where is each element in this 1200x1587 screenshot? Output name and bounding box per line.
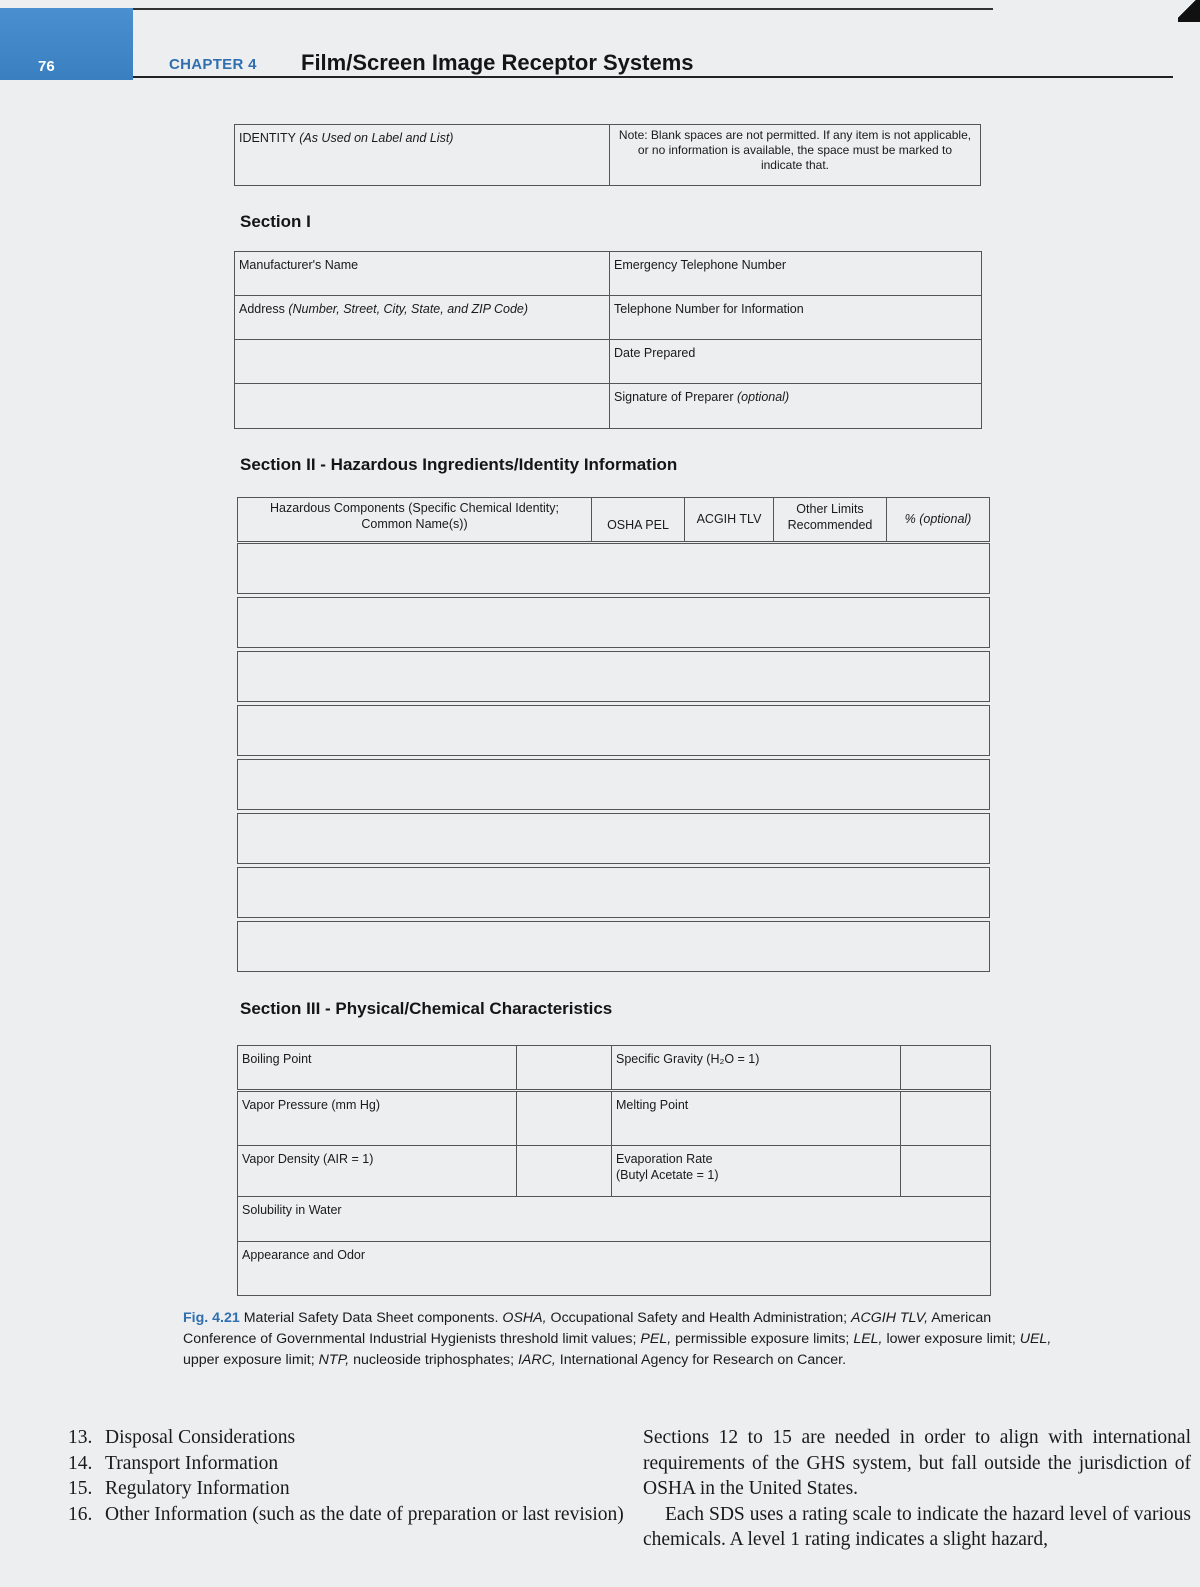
figure-label: Fig. 4.21 xyxy=(183,1310,240,1326)
specific-gravity-field: Specific Gravity (H₂O = 1) xyxy=(611,1045,901,1090)
identity-field: IDENTITY (As Used on Label and List) xyxy=(234,124,610,186)
hazard-row xyxy=(237,705,990,756)
body-paragraph: Each SDS uses a rating scale to indicate the hazard level of various chemicals. A level 1 rating indicates a slight hazard, xyxy=(643,1503,1191,1550)
list-item: 16. Other Information (such as the date of preparation or last revision) xyxy=(68,1503,624,1525)
col-acgih-tlv: ACGIH TLV xyxy=(684,497,774,542)
hazard-row xyxy=(237,543,990,594)
body-text xyxy=(643,1425,1191,1553)
vapor-density-field: Vapor Density (AIR = 1) xyxy=(237,1145,517,1197)
melting-point-field: Melting Point xyxy=(611,1091,901,1146)
address-line-2 xyxy=(234,339,610,384)
emergency-phone-field: Emergency Telephone Number xyxy=(609,251,982,296)
hazard-row xyxy=(237,651,990,702)
manufacturer-name-field: Manufacturer's Name xyxy=(234,251,610,296)
specific-gravity-value xyxy=(900,1045,991,1090)
vapor-density-value xyxy=(516,1145,612,1197)
appearance-odor-field: Appearance and Odor xyxy=(237,1241,991,1296)
col-hazardous-components: Hazardous Components (Specific Chemical Identity; Common Name(s)) xyxy=(237,497,592,542)
list-item: 15. Regulatory Information xyxy=(68,1478,290,1499)
header-rule xyxy=(133,76,1173,78)
sds-section-list xyxy=(68,1425,628,1527)
address-line-3 xyxy=(234,383,610,429)
vapor-pressure-value xyxy=(516,1091,612,1146)
figure-caption: Fig. 4.21 Material Safety Data Sheet components. OSHA, Occupational Safety and Health Administration; ACGIH TLV, American Conference of Governmental Industrial Hygienists threshold limit values; PEL, permissible exposure limits; LEL, lower exposure limit; UEL, upper exposure limit; NTP, nucleoside triphosphates; IARC, International Agency for Research on Cancer. xyxy=(183,1310,1052,1368)
vapor-pressure-field: Vapor Pressure (mm Hg) xyxy=(237,1091,517,1146)
col-osha-pel: OSHA PEL xyxy=(591,497,685,542)
hazard-row xyxy=(237,921,990,972)
melting-point-value xyxy=(900,1091,991,1146)
section-1-title: Section I xyxy=(240,212,311,231)
page-number: 76 xyxy=(38,58,55,75)
address-field: Address (Number, Street, City, State, and ZIP Code) xyxy=(234,295,610,340)
body-paragraph: Sections 12 to 15 are needed in order to align with international requirements of the GHS system, but fall outside the jurisdiction of OSHA in the United States. xyxy=(643,1427,1191,1499)
date-prepared-field: Date Prepared xyxy=(609,339,982,384)
section-2-title: Section II - Hazardous Ingredients/Identity Information xyxy=(240,455,678,474)
col-percent: % (optional) xyxy=(886,497,990,542)
evaporation-rate-field: Evaporation Rate (Butyl Acetate = 1) xyxy=(611,1145,901,1197)
evaporation-rate-value xyxy=(900,1145,991,1197)
solubility-field: Solubility in Water xyxy=(237,1196,991,1242)
hazard-row xyxy=(237,813,990,864)
boiling-point-field: Boiling Point xyxy=(237,1045,517,1090)
chapter-title: Film/Screen Image Receptor Systems xyxy=(301,50,694,75)
info-phone-field: Telephone Number for Information xyxy=(609,295,982,340)
hazard-row xyxy=(237,867,990,918)
list-item: 14. Transport Information xyxy=(68,1452,279,1474)
signature-field: Signature of Preparer (optional) xyxy=(609,383,982,429)
hazard-row xyxy=(237,759,990,810)
corner-mark xyxy=(1178,0,1200,22)
top-rule xyxy=(133,8,993,10)
hazard-row xyxy=(237,597,990,648)
blank-space-note: Note: Blank spaces are not permitted. If any item is not applicable, or no information is available, the space must be marked to indicate that. xyxy=(609,124,981,186)
page-number-tab xyxy=(0,8,133,80)
col-other-limits: Other Limits Recommended xyxy=(773,497,887,542)
list-item: 13. Disposal Considerations xyxy=(68,1427,296,1448)
chapter-label: CHAPTER 4 xyxy=(169,56,257,73)
boiling-point-value xyxy=(516,1045,612,1090)
section-3-title: Section III - Physical/Chemical Characteristics xyxy=(240,999,613,1018)
